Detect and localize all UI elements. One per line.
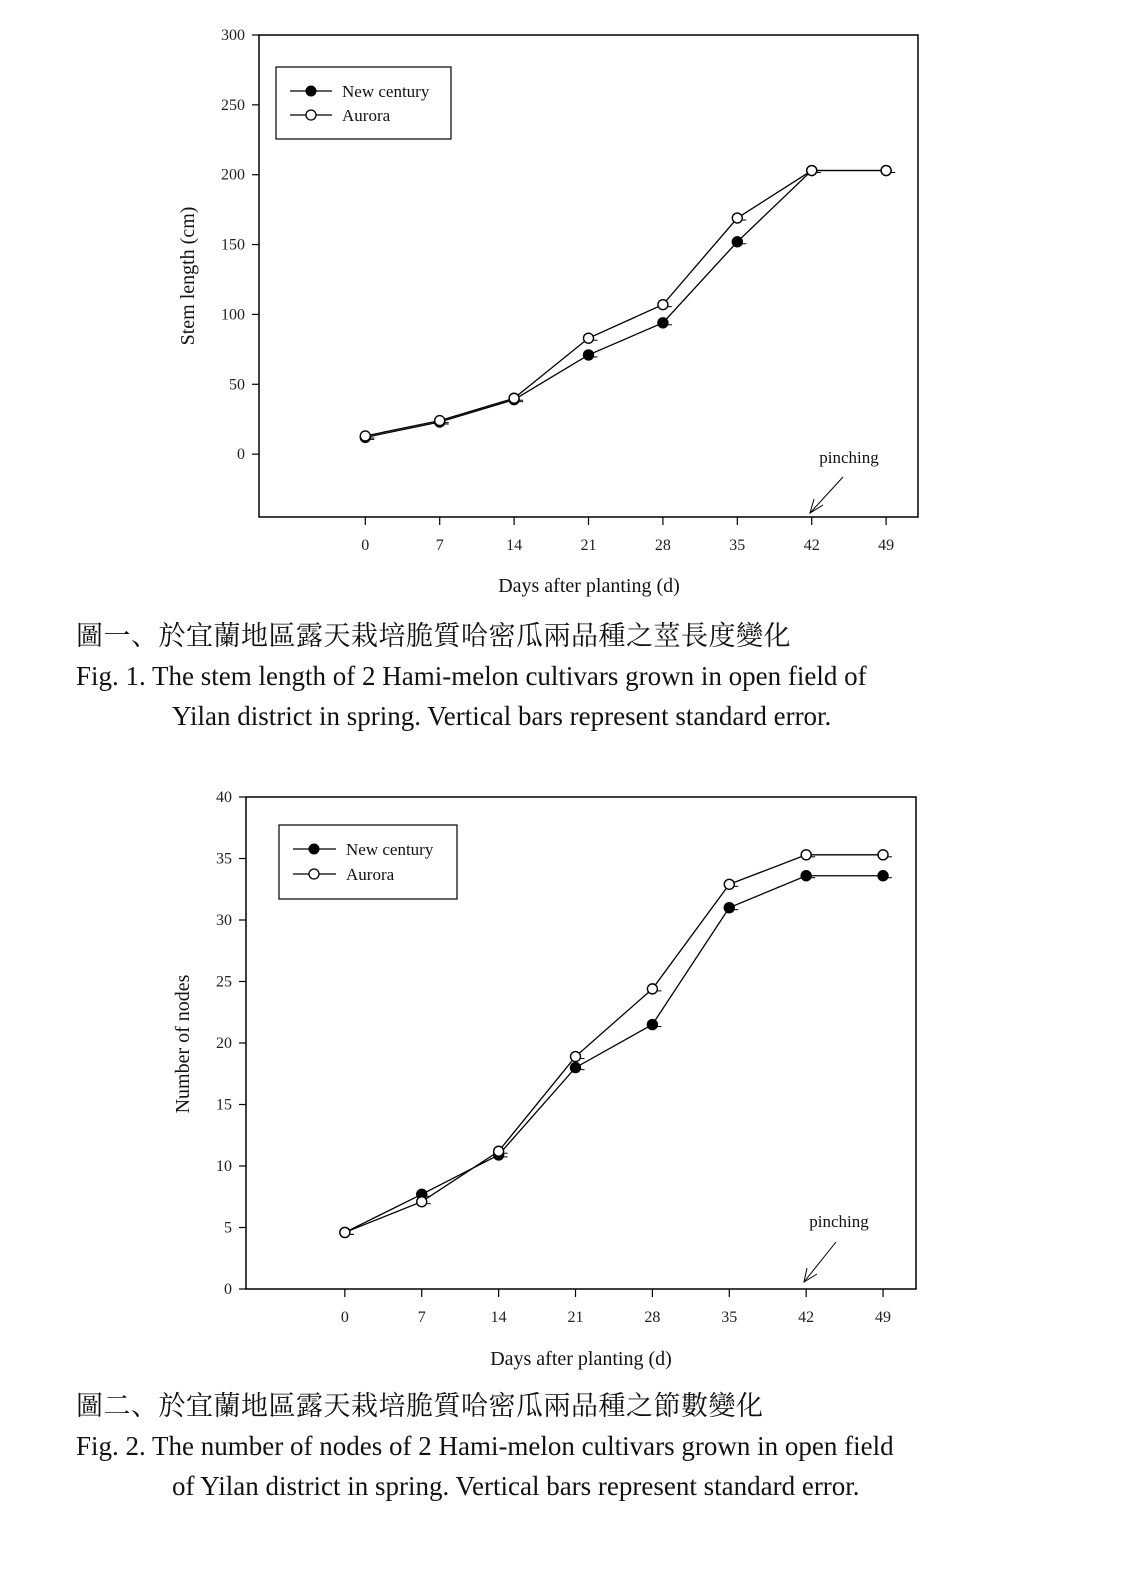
new-century-point [584, 350, 594, 360]
aurora-point [584, 333, 594, 343]
aurora-point [881, 166, 891, 176]
legend-marker-filled-circle-icon [309, 844, 319, 854]
aurora-point [878, 850, 888, 860]
new-century-point [571, 1063, 581, 1073]
x-tick-label: 28 [644, 1309, 661, 1326]
y-tick-label: 0 [224, 1281, 232, 1298]
aurora-point [647, 984, 657, 994]
x-tick-label: 21 [567, 1309, 584, 1326]
x-axis-ticks [341, 1289, 891, 1326]
y-axis-title: Stem length (cm) [177, 206, 199, 346]
x-axis-ticks [361, 517, 894, 554]
new-century-point [647, 1020, 657, 1030]
y-axis-ticks [216, 789, 246, 1298]
y-tick-label: 200 [221, 166, 245, 184]
x-tick-label: 7 [417, 1309, 426, 1326]
x-tick-label: 21 [580, 537, 597, 554]
x-tick-label: 42 [798, 1309, 815, 1326]
stem-length-chart [0, 0, 1121, 610]
pinching-annotation [810, 448, 879, 513]
y-tick-label: 50 [229, 376, 245, 394]
legend-marker-filled-circle-icon [306, 86, 316, 96]
y-tick-label: 10 [216, 1158, 232, 1175]
aurora-point [732, 213, 742, 223]
legend-marker-open-circle-icon [309, 869, 319, 879]
new-century-point [878, 871, 888, 881]
pinching-arrow-icon [810, 477, 843, 513]
y-axis-ticks [221, 27, 259, 463]
legend [279, 825, 457, 899]
aurora-point [435, 416, 445, 426]
pinching-label: pinching [809, 1212, 869, 1231]
new-century-point [724, 903, 734, 913]
pinching-arrow-icon [804, 1242, 836, 1282]
x-tick-label: 49 [878, 537, 895, 554]
y-tick-label: 15 [216, 1096, 232, 1114]
y-tick-label: 40 [216, 789, 232, 806]
x-tick-label: 49 [875, 1309, 892, 1326]
new-century-point [732, 237, 742, 247]
x-axis-title: Days after planting (d) [490, 1348, 672, 1370]
x-tick-label: 35 [729, 537, 746, 554]
legend-label-new-century: New century [342, 82, 430, 101]
new-century-line [345, 876, 883, 1233]
x-tick-label: 14 [506, 537, 523, 554]
legend-label-aurora: Aurora [346, 865, 395, 884]
legend-box [279, 825, 457, 899]
legend-label-aurora: Aurora [342, 106, 391, 125]
aurora-line [345, 855, 883, 1233]
legend-marker-open-circle-icon [306, 110, 316, 120]
caption-zh: 圖二、於宜蘭地區露天栽培脆質哈密瓜兩品種之節數變化 [76, 1391, 764, 1421]
legend-box [276, 67, 451, 139]
y-tick-label: 300 [221, 27, 245, 44]
aurora-point [724, 879, 734, 889]
aurora-point [360, 431, 370, 441]
y-tick-label: 150 [221, 236, 245, 254]
caption-en-line-2: Yilan district in spring. Vertical bars represent standard error. [172, 701, 832, 731]
pinching-annotation [804, 1212, 869, 1282]
x-tick-label: 42 [803, 537, 820, 554]
caption-zh: 圖一、於宜蘭地區露天栽培脆質哈密瓜兩品種之莖長度變化 [76, 621, 791, 651]
new-century-point [801, 871, 811, 881]
x-tick-label: 0 [340, 1309, 349, 1326]
x-axis-title: Days after planting (d) [498, 575, 680, 597]
aurora-point [801, 850, 811, 860]
aurora-line [365, 171, 886, 436]
aurora-point [807, 166, 817, 176]
legend [276, 67, 451, 139]
x-tick-label: 14 [490, 1309, 507, 1326]
y-tick-label: 20 [216, 1035, 232, 1052]
pinching-label: pinching [819, 448, 879, 467]
x-tick-label: 28 [654, 537, 671, 554]
caption-en-line-1: Fig. 2. The number of nodes of 2 Hami-melon cultivars grown in open field [76, 1431, 894, 1461]
x-tick-label: 7 [435, 537, 444, 554]
y-tick-label: 25 [216, 973, 232, 991]
aurora-point [494, 1146, 504, 1156]
data-series [360, 166, 895, 443]
data-series [340, 850, 892, 1238]
caption-en-line-1: Fig. 1. The stem length of 2 Hami-melon cultivars grown in open field of [76, 661, 867, 691]
y-tick-label: 35 [216, 850, 232, 868]
y-tick-label: 30 [216, 912, 232, 929]
caption-en-line-2: of Yilan district in spring. Vertical bars represent standard error. [172, 1471, 860, 1501]
new-century-point [658, 318, 668, 328]
y-axis-title: Number of nodes [172, 974, 194, 1114]
aurora-point [509, 393, 519, 403]
x-tick-label: 0 [361, 537, 370, 554]
y-tick-label: 5 [224, 1219, 232, 1237]
aurora-point [658, 300, 668, 310]
legend-label-new-century: New century [346, 840, 434, 859]
y-tick-label: 250 [221, 96, 245, 114]
x-tick-label: 35 [721, 1309, 738, 1326]
node-number-chart [0, 770, 1121, 1390]
new-century-line [365, 171, 886, 438]
aurora-point [417, 1197, 427, 1207]
figure-1-caption [76, 616, 867, 736]
aurora-point [340, 1227, 350, 1237]
aurora-point [571, 1052, 581, 1062]
y-tick-label: 100 [221, 306, 245, 324]
y-tick-label: 0 [237, 446, 245, 464]
figure-2-caption [76, 1386, 894, 1506]
